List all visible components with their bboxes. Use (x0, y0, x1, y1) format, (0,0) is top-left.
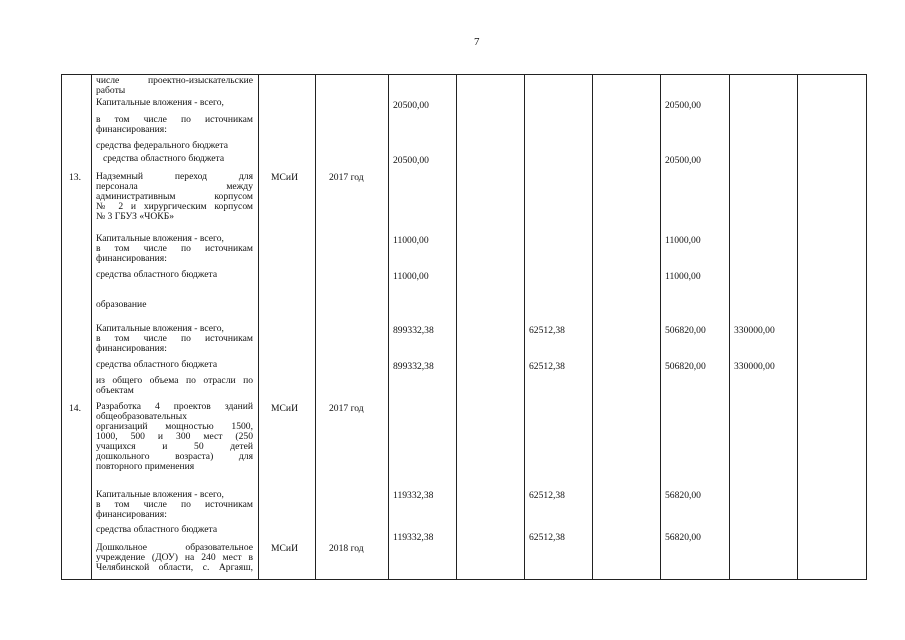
row14-customer: МСиИ (271, 403, 298, 414)
row13-year-value: 11000,00 (665, 235, 701, 246)
row13-name-line: административным корпусом (96, 192, 253, 202)
row13-total-value: 11000,00 (393, 235, 429, 246)
row12-federal-budget-label: средства федерального бюджета (96, 140, 228, 151)
section-total-value: 899332,38 (393, 325, 434, 336)
col-border (61, 74, 62, 580)
section-sources-label: в том числе по источникам (96, 334, 253, 344)
col-border (524, 74, 525, 580)
section-of-total-label: объектам (96, 385, 134, 396)
section-2021-value: 330000,00 (734, 325, 775, 336)
section-financing-label: финансирования: (96, 343, 167, 354)
row14-total-value: 119332,38 (393, 490, 434, 501)
row14-term: 2017 год (329, 403, 364, 414)
row14-2018-value: 62512,38 (529, 490, 565, 501)
row13-name-line: Надземный переход для (96, 172, 253, 182)
col-border (456, 74, 457, 580)
table-top-border (61, 74, 867, 75)
col-border (866, 74, 867, 580)
row13-year-value: 11000,00 (665, 271, 701, 282)
row14-2018-value: 62512,38 (529, 532, 565, 543)
row14-regional-budget-label: средства областного бюджета (96, 524, 218, 535)
row13-customer: МСиИ (271, 172, 298, 183)
row15-name-line: Челябинской области, с. Аргаяш, (96, 563, 253, 573)
row14-name-line: дошкольного возраста) для (96, 452, 253, 462)
row13-total-value: 11000,00 (393, 271, 429, 282)
section-capital-total-label: Капитальные вложения - всего, (96, 323, 224, 334)
row13-name-line: персонала между (96, 182, 253, 192)
section-2020-value: 506820,00 (665, 325, 706, 336)
col-border (729, 74, 730, 580)
row14-name-line: повторного применения (96, 461, 195, 472)
row15-name-line: учреждение (ДОУ) на 240 мест в (96, 553, 253, 563)
row15-customer: МСиИ (271, 543, 298, 554)
col-border (660, 74, 661, 580)
budget-table (61, 74, 867, 580)
row14-capital-total-label: Капитальные вложения - всего, (96, 489, 224, 500)
row14-sources-label: в том числе по источникам (96, 500, 253, 510)
section-of-total-label: из общего объема по отрасли по (96, 376, 253, 386)
row13-regional-budget-label: средства областного бюджета (96, 269, 218, 280)
section-2018-value: 62512,38 (529, 361, 565, 372)
row13-name-line: № 3 ГБУЗ «ЧОКБ» (96, 211, 175, 222)
col-border (592, 74, 593, 580)
row12-year-value: 20500,00 (665, 155, 701, 166)
row13-sources-label: в том числе по источникам (96, 244, 253, 254)
row12-name-line: работы (96, 85, 126, 96)
section-total-value: 899332,38 (393, 361, 434, 372)
row14-2020-value: 56820,00 (665, 532, 701, 543)
row13-number: 13. (69, 172, 81, 183)
row12-regional-budget-label: средства областного бюджета (103, 153, 225, 164)
row12-total-value: 20500,00 (393, 100, 429, 111)
row13-financing-label: финансирования: (96, 253, 167, 264)
row15-name-line: Дошкольное образовательное (96, 543, 253, 553)
row12-name-line: числе проектно-изыскательские (96, 76, 253, 86)
row12-sources-label: в том числе по источникам (96, 115, 253, 125)
row14-number: 14. (69, 403, 81, 414)
section-2018-value: 62512,38 (529, 325, 565, 336)
section-regional-budget-label: средства областного бюджета (96, 359, 218, 370)
section-2021-value: 330000,00 (734, 361, 775, 372)
col-border (315, 74, 316, 580)
row14-2020-value: 56820,00 (665, 490, 701, 501)
col-border (388, 74, 389, 580)
section-title: образование (96, 299, 147, 310)
table-bottom-border (61, 579, 867, 580)
row12-capital-total-label: Капитальные вложения - всего, (96, 97, 224, 108)
col-border (797, 74, 798, 580)
row14-name-line: организаций мощностью 1500, (96, 422, 253, 432)
row13-term: 2017 год (329, 172, 364, 183)
row12-financing-label: финансирования: (96, 124, 167, 135)
row14-financing-label: финансирования: (96, 509, 167, 520)
page-number: 7 (474, 36, 480, 48)
row15-term: 2018 год (329, 543, 364, 554)
section-2020-value: 506820,00 (665, 361, 706, 372)
row13-name-line: № 2 и хирургическим корпусом (96, 202, 253, 212)
row12-total-value: 20500,00 (393, 155, 429, 166)
row14-name-line: общеобразовательных (96, 411, 187, 422)
row13-capital-total-label: Капитальные вложения - всего, (96, 233, 224, 244)
row12-year-value: 20500,00 (665, 100, 701, 111)
row14-name-line: учащихся и 50 детей (96, 442, 253, 452)
row14-name-line: Разработка 4 проектов зданий (96, 402, 253, 412)
row14-total-value: 119332,38 (393, 532, 434, 543)
col-border (91, 74, 92, 580)
col-border (258, 74, 259, 580)
row14-name-line: 1000, 500 и 300 мест (250 (96, 432, 253, 442)
